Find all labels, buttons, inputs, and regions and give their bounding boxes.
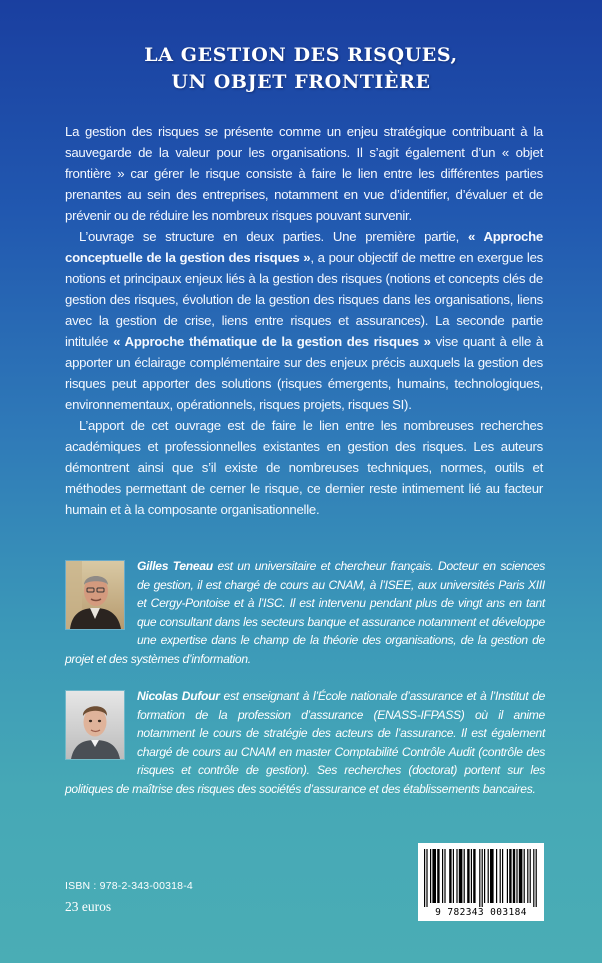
barcode-bar [424,849,425,907]
barcode-bar [459,849,463,903]
barcode-bar [449,849,451,903]
barcode-bar [496,849,497,903]
barcode-bar [500,849,501,903]
barcode-bar [516,849,517,903]
barcode-bar [524,849,525,903]
summary-p2-middle: , a pour objectif de mettre en exergue les notions et principaux enjeux liés à la gestion des risques (notions et concepts clés de gestion des risques, évolution de la gestion des risques dans les organisations, liens avec la gestion de crise, liens entre risques et assurances). La seconde partie intitulée [65,250,543,349]
summary-p2-end: vise quant à elle à apporter un éclairage complémentaire sur des enjeux précis auxquels la gestion des risques peut apporter des solutions (risques émergents, humains, technologiques, environnementaux, opérationnels, risques projets, risques SI). [65,334,543,412]
barcode-bar [473,849,475,903]
summary-paragraph-1: La gestion des risques se présente comme un enjeu stratégique contribuant à la sauvegarde de la valeur pour les organisations. Il s’agit également d’un « objet frontière » car gérer le risque consiste à faire le lien entre les différentes parties prenantes au sein des entreprises, notamment en vue d’identifier, d’évaluer et de prévenir ou de réduire les nombreux risques pouvant survenir. [65,124,543,223]
barcode-bar [482,849,483,907]
author-name-dufour: Nicolas Dufour [137,689,220,703]
barcode-bar [471,849,472,903]
barcode [418,843,544,921]
barcode-bar [444,849,445,903]
summary-paragraph-3: L’apport de cet ouvrage est de faire le lien entre les nombreuses recherches académiques et professionnelles existantes en gestion des risques. Les auteurs démontrent ainsi que s’il existe de nombreuses techniques, normes, outils et méthodes permettant de cerner le risque, ce dernier reste intimement lié au facteur humain et à la composante organisationnelle. [65,418,543,517]
barcode-bar [530,849,531,903]
summary-paragraph-2 [65,226,543,415]
part-two-title: « Approche thématique de la gestion des risques » [113,334,431,349]
barcode-bar [453,849,454,903]
author-photo-teneau [65,560,125,630]
part-one-title: « Approche conceptuelle de la gestion des risques » [65,229,543,265]
barcode-bar [426,849,427,907]
author-photo-dufour [65,690,125,760]
author-bio-teneau [65,557,545,669]
barcode-bar [442,849,443,903]
barcode-bar [519,849,523,903]
title-line-2: UN OBJET FRONTIÈRE [171,71,431,93]
barcode-bar [509,849,511,903]
bio-text-dufour [65,687,545,799]
barcode-bar [488,849,489,903]
barcode-bar [533,849,534,907]
barcode-bar [437,849,439,903]
summary-p2-intro: L’ouvrage se structure en deux parties. Une première partie, [79,229,460,244]
barcode-bar [432,849,436,903]
barcode-bars [418,843,544,909]
barcode-bar [456,849,457,903]
author-description-teneau: est un universitaire et chercheur français. Docteur en sciences de gestion, il est chargé de cours au CNAM, à l’ISEE, aux universités Paris XIII et Cergy-Pontoise et à l’ISC. Il est intervenu pendant plus de vingt ans en tant que consultant dans les secteurs banque et assurance notamment et développe une expertise dans le champ de la théorie des organisations, de la gestion de projet et des systèmes d’information. [65,559,545,666]
summary-text [65,121,543,520]
barcode-bar [513,849,515,903]
barcode-bar [536,849,537,907]
author-bio-dufour [65,687,545,799]
barcode-bar [502,849,503,903]
author-description-dufour: est enseignant à l’École nationale d’assurance et à l’Institut de formation de la profession d’assurance (ENASS-IFPASS) où il anime notamment le cours de stratégie des acteurs de l’assurance. Il est également chargé de cours au CNAM en master Comptabilité Contrôle Audit (contrôle des risques et contrôle de gestion). Ses recherches (doctorat) portent sur les politiques de maîtrise des risques des sociétés d’assurance et des établissements bancaires. [65,689,546,796]
barcode-bar [484,849,485,903]
barcode-digits: 9 782343 003184 [435,907,527,918]
price: 23 euros [65,899,112,914]
barcode-bar [479,849,480,907]
bio-text-teneau [65,557,545,669]
book-title [0,42,602,96]
author-name-teneau: Gilles Teneau [137,559,213,573]
barcode-bar [507,849,508,903]
barcode-bar [464,849,465,903]
barcode-bar [527,849,528,903]
barcode-bar [430,849,431,903]
barcode-bar [467,849,469,903]
barcode-bar [490,849,494,903]
isbn: ISBN : 978-2-343-00318-4 [65,880,193,892]
title-line-1: LA GESTION DES RISQUES, [144,44,458,66]
